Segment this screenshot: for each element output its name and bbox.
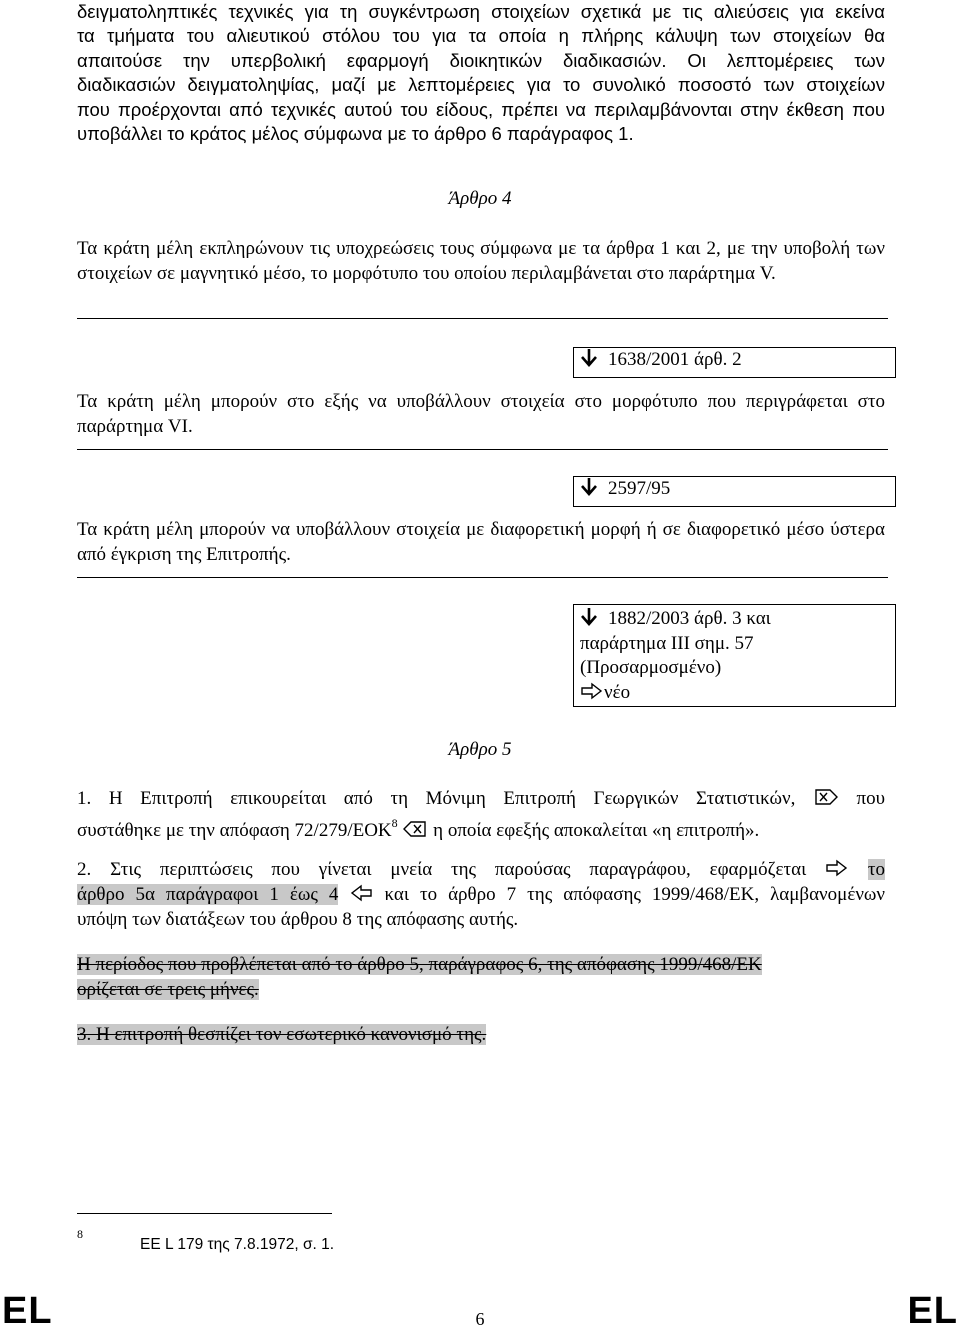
reference-text: νέο (604, 681, 631, 703)
footnote-text: ΕΕ L 179 της 7.8.1972, σ. 1. (140, 1236, 335, 1253)
footnote-separator (77, 1213, 332, 1214)
annex-vi-paragraph: Τα κράτη μέλη μπορούν στο εξής να υποβάλλουν στοιχεία στο μορφότυπο που περιγράφεται στο παράρτημα VI. (77, 391, 885, 437)
arrow-down-icon (580, 607, 598, 627)
article-5-para-2 (77, 857, 885, 932)
deleted-paragraph-rules (77, 1022, 885, 1047)
section-divider (77, 318, 888, 319)
intro-line: δειγματοληπτικές τεχνικές για τη συγκέντρωση στοιχείων σχετικά με τις αλιεύσεις για εκείνα (77, 1, 885, 22)
reference-box-1882-2003 (573, 604, 896, 707)
text-span: η οποία εφεξής αποκαλείται «η επιτροπή». (433, 820, 760, 841)
arrow-down-icon (580, 348, 598, 368)
text-span: που (856, 788, 886, 809)
text-span: και το άρθρο 7 της απόφασης 1999/468/ΕΚ, λαμβανομένων (384, 884, 886, 905)
text-span: 1. Η Επιτροπή επικουρείται από τη Μόνιμη Επιτροπή Γεωργικών Στατιστικών, (77, 788, 796, 809)
intro-line: τα τμήματα του αλιευτικού στόλου του για τα οποία η πλήρης κάλυψη των στοιχείων θα (77, 25, 885, 47)
footnote-number: 8 (77, 1227, 83, 1241)
text-line (77, 857, 885, 882)
insert-start-icon (825, 859, 849, 877)
other-format-paragraph: Τα κράτη μέλη μπορούν να υποβάλλουν στοιχεία με διαφορετική μορφή ή σε διαφορετικό μέσο ύστερα από έγκριση της Επιτροπής. (77, 519, 885, 565)
text-line (77, 977, 885, 1002)
text-line (77, 882, 885, 907)
reference-text: 2597/95 (608, 478, 671, 499)
deleted-text: Η περίοδος που προβλέπεται από το άρθρο 5, παράγραφος 6, της απόφασης 1999/468/ΕΚ (77, 954, 762, 975)
text-span: συστάθηκε με την απόφαση 72/279/ΕΟΚ (77, 820, 392, 841)
intro-line: απαιτούσε την υπερβολική εφαρμογή διοικητικών διαδικασιών. Οι λεπτομέρειες των (77, 49, 885, 71)
insert-end-icon (349, 884, 373, 902)
reference-line: παράρτημα ΙΙΙ σημ. 57 (580, 632, 754, 654)
page-number: 6 (475, 1309, 485, 1329)
language-code-right: EL (907, 1290, 958, 1332)
language-code-left: EL (2, 1290, 53, 1332)
reference-box-2597-95 (573, 476, 896, 507)
deleted-paragraph-period (77, 952, 885, 1002)
text-line (77, 786, 885, 811)
inserted-text: άρθρο 5α παράγραφοι 1 έως 4 (77, 884, 339, 905)
delete-start-icon (813, 788, 839, 806)
article-4-heading: Άρθρο 4 (448, 188, 512, 209)
footnote-ref[interactable]: 8 (391, 816, 398, 830)
text-line (77, 811, 885, 843)
section-divider (77, 577, 888, 578)
article-5-para-1 (77, 786, 885, 843)
article-5-heading: Άρθρο 5 (448, 739, 512, 760)
intro-line: διαδικασιών δειγματοληψίας, μαζί με λεπτομέρειες για το συνολικό ποσοστό των στοιχείων (77, 74, 885, 96)
arrow-down-icon (580, 477, 598, 497)
text-line (77, 907, 885, 932)
inserted-text: το (867, 859, 886, 880)
text-line (77, 952, 885, 977)
intro-line: υποβάλλει το κράτος μέλος σύμφωνα με το άρθρο 6 παράγραφος 1. (77, 123, 634, 145)
reference-line (580, 681, 889, 706)
deleted-text: 3. Η επιτροπή θεσπίζει τον εσωτερικό κανονισμό της. (77, 1024, 487, 1045)
reference-text: 1882/2003 άρθ. 3 και (608, 608, 771, 629)
text-span: 2. Στις περιπτώσεις που γίνεται μνεία της παρούσας παραγράφου, εφαρμόζεται (77, 859, 807, 880)
intro-line: που προέρχονται από τεχνικές αυτού του είδους, πρέπει να περιλαμβάνονται στην έκθεση που (77, 98, 885, 120)
section-divider (77, 449, 888, 450)
reference-line (580, 607, 889, 632)
reference-box-1638-2001 (573, 347, 896, 378)
deleted-text: ορίζεται σε τρεις μήνες. (77, 979, 259, 1000)
delete-end-icon (402, 820, 428, 838)
reference-line: (Προσαρμοσμένο) (580, 657, 722, 678)
arrow-right-outline-icon (580, 682, 604, 700)
article-4-text: Τα κράτη μέλη εκπληρώνουν τις υποχρεώσεις τους σύμφωνα με τα άρθρα 1 και 2, με την υποβολή των στοιχείων σε μαγνητικό μέσο, το μορφότυπο του οποίου περιλαμβάνεται στο παράρτημα V. (77, 238, 885, 284)
intro-paragraph (77, 0, 885, 146)
text-span: υπόψη των διατάξεων του άρθρου 8 της απόφασης αυτής. (77, 909, 519, 930)
reference-text: 1638/2001 άρθ. 2 (608, 349, 742, 370)
